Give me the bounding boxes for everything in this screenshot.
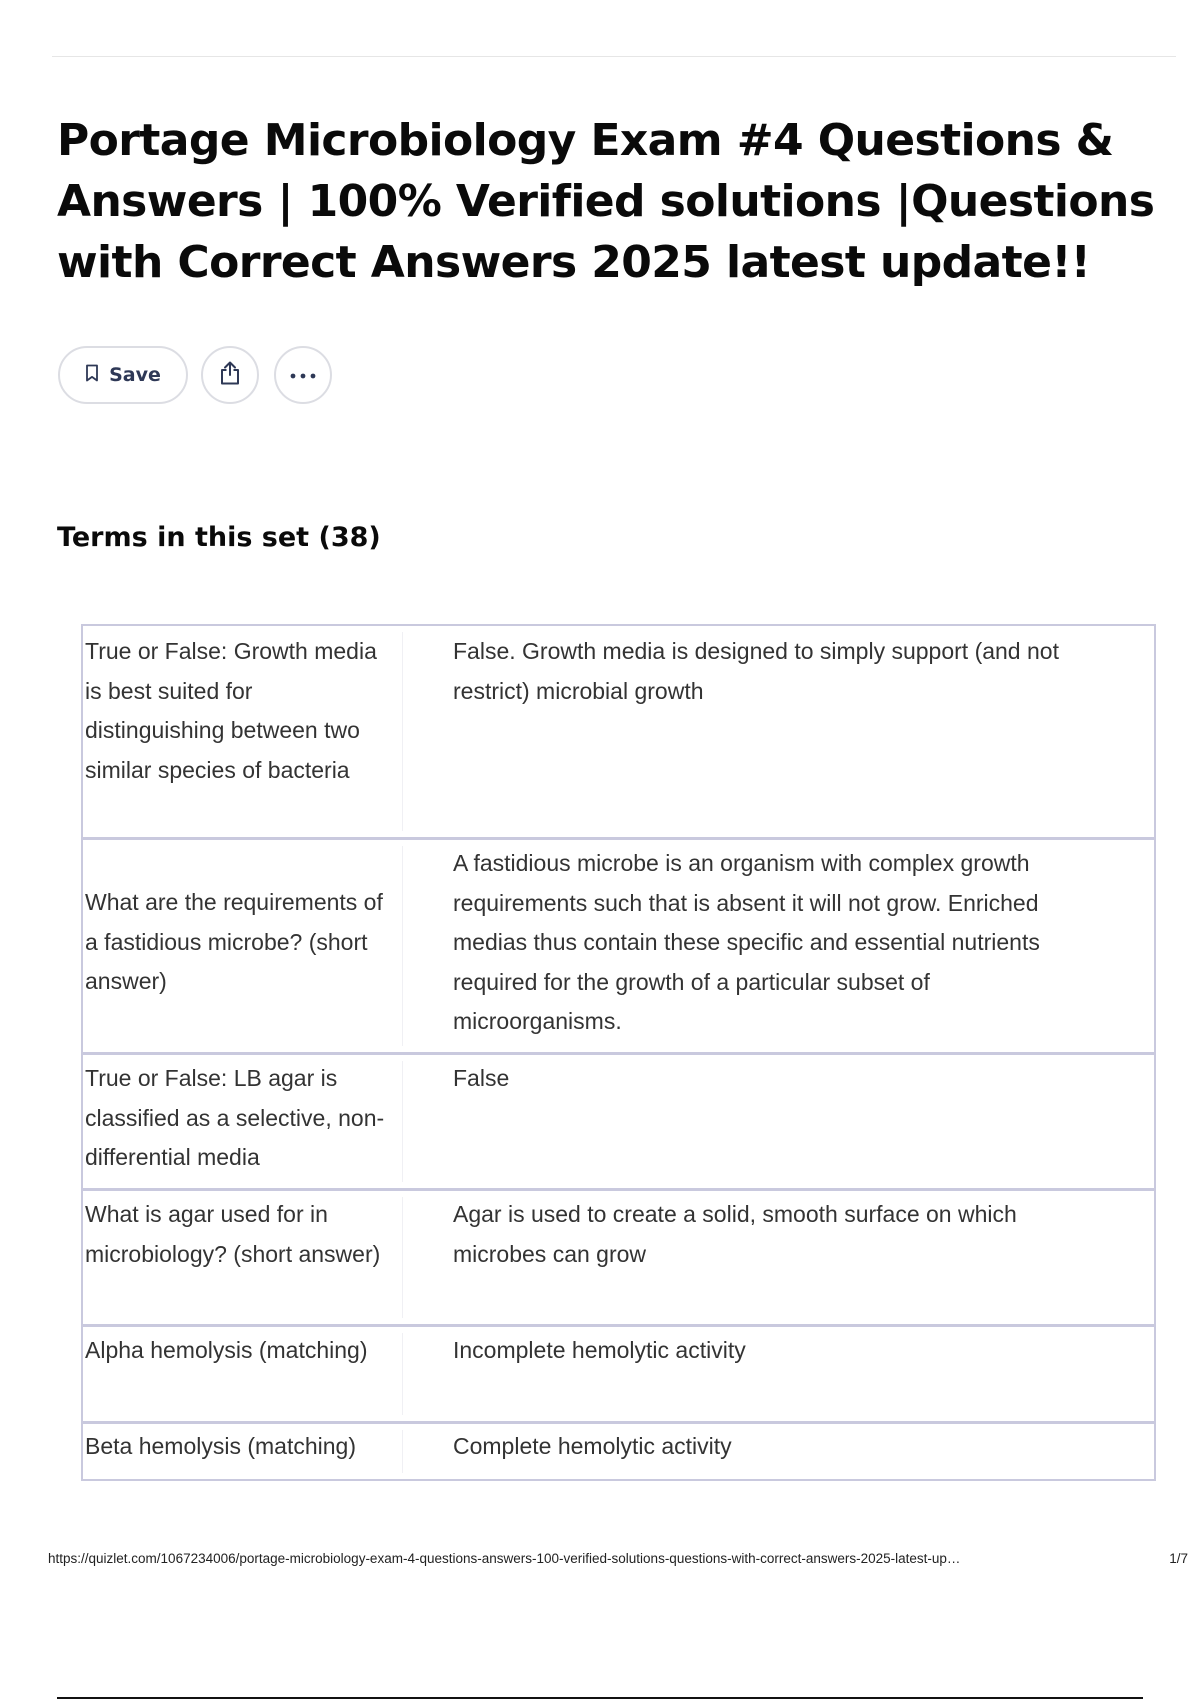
term-row: [83, 1055, 1154, 1191]
save-button-label: Save: [109, 364, 161, 386]
term-text: What is agar used for in microbiology? (short answer): [85, 1201, 381, 1267]
term-row: [83, 840, 1154, 1055]
row-divider: [402, 1061, 403, 1182]
terms-heading: Terms in this set (38): [57, 522, 381, 553]
save-button[interactable]: [58, 346, 188, 404]
row-divider: [402, 1197, 403, 1318]
term-text: What are the requirements of a fastidious microbe? (short answer): [85, 889, 383, 994]
more-horizontal-icon: [290, 366, 316, 384]
term-row: [83, 1424, 1154, 1481]
term-text: Alpha hemolysis (matching): [85, 1337, 368, 1363]
print-url: https://quizlet.com/1067234006/portage-microbiology-exam-4-questions-answers-100-verified-solutions-questions-with-correct-answers-2025-latest-up…: [48, 1551, 961, 1566]
header-divider: [52, 56, 1176, 57]
row-divider: [402, 632, 403, 831]
row-divider: [402, 846, 403, 1046]
terms-table: [81, 624, 1156, 1481]
definition-text: Agar is used to create a solid, smooth surface on which microbes can grow: [453, 1201, 1017, 1267]
term-text: True or False: Growth media is best suited for distinguishing between two similar species of bacteria: [85, 638, 377, 783]
share-icon: [218, 360, 242, 391]
definition-text: A fastidious microbe is an organism with complex growth requirements such that is absent it will not grow. Enriched medias thus contain these specific and essential nutrients required for the growth of a particular subset of microorganisms.: [453, 850, 1040, 1034]
row-divider: [402, 1430, 403, 1473]
definition-text: Incomplete hemolytic activity: [453, 1337, 746, 1363]
page-title: Portage Microbiology Exam #4 Questions & Answers | 100% Verified solutions |Questions with Correct Answers 2025 latest update!!: [57, 115, 1155, 288]
bottom-divider: [57, 1697, 1143, 1699]
share-button[interactable]: [201, 346, 259, 404]
page-number: 1/7: [1169, 1551, 1188, 1566]
definition-text: Complete hemolytic activity: [453, 1433, 732, 1459]
term-text: Beta hemolysis (matching): [85, 1433, 356, 1459]
term-text: True or False: LB agar is classified as a selective, non-differential media: [85, 1065, 385, 1170]
bookmark-icon: [85, 364, 99, 387]
term-row: [83, 1191, 1154, 1327]
term-row: [83, 626, 1154, 840]
term-row: [83, 1327, 1154, 1424]
definition-text: False: [453, 1065, 510, 1091]
definition-text: False. Growth media is designed to simply support (and not restrict) microbial growth: [453, 638, 1059, 704]
row-divider: [402, 1333, 403, 1415]
more-options-button[interactable]: [274, 346, 332, 404]
